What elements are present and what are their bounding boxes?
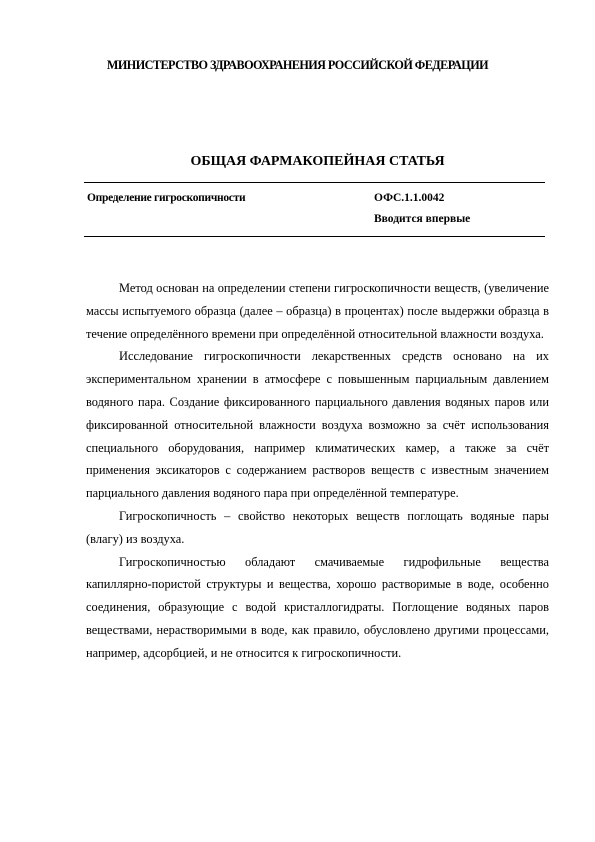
article-title: ОБЩАЯ ФАРМАКОПЕЙНАЯ СТАТЬЯ <box>190 154 445 169</box>
body-paragraph: Гигроскопичность – свойство некоторых веществ поглощать водяные пары (влагу) из воздуха. <box>86 508 549 546</box>
bottom-divider <box>84 236 545 237</box>
body-paragraph: Гигроскопичностью обладают смачиваемые гидрофильные вещества капиллярно-пористой структуры и вещества, хорошо растворимые в воде, особенно соединения, образующие с водой кристаллогидраты. Поглощение водяных паров веществами, нерастворимыми в воде, как правило, обусловлено другими процессами, например, адсорбцией, и не относится к гигроскопичности. <box>86 554 549 660</box>
body-paragraph: Исследование гигроскопичности лекарственных средств основано на их экспериментальном хранении в атмосфере с повышенным парциальным давлением водяного пара. Создание фиксированного парциального давления водяных паров или фиксированной относительной влажности воздуха возможно за счёт использования специального оборудования, например климатических камер, а также за счёт применения эксикаторов с содержанием растворов веществ с известным значением парциального давления водяного пара при определённой температуре. <box>86 349 549 501</box>
article-body <box>86 277 549 665</box>
article-subject: Определение гигроскопичности <box>87 192 246 204</box>
ministry-heading: МИНИСТЕРСТВО ЗДРАВООХРАНЕНИЯ РОССИЙСКОЙ ФЕДЕРАЦИИ <box>106 58 489 72</box>
article-status-note: Вводится впервые <box>374 213 471 225</box>
body-paragraph: Метод основан на определении степени гигроскопичности веществ, (увеличение массы испытуемого образца (далее – образца) в процентах) после выдержки образца в течение определённого времени при определённой относительной влажности воздуха. <box>86 281 549 341</box>
top-divider <box>84 182 545 183</box>
article-code: ОФС.1.1.0042 <box>374 192 445 204</box>
